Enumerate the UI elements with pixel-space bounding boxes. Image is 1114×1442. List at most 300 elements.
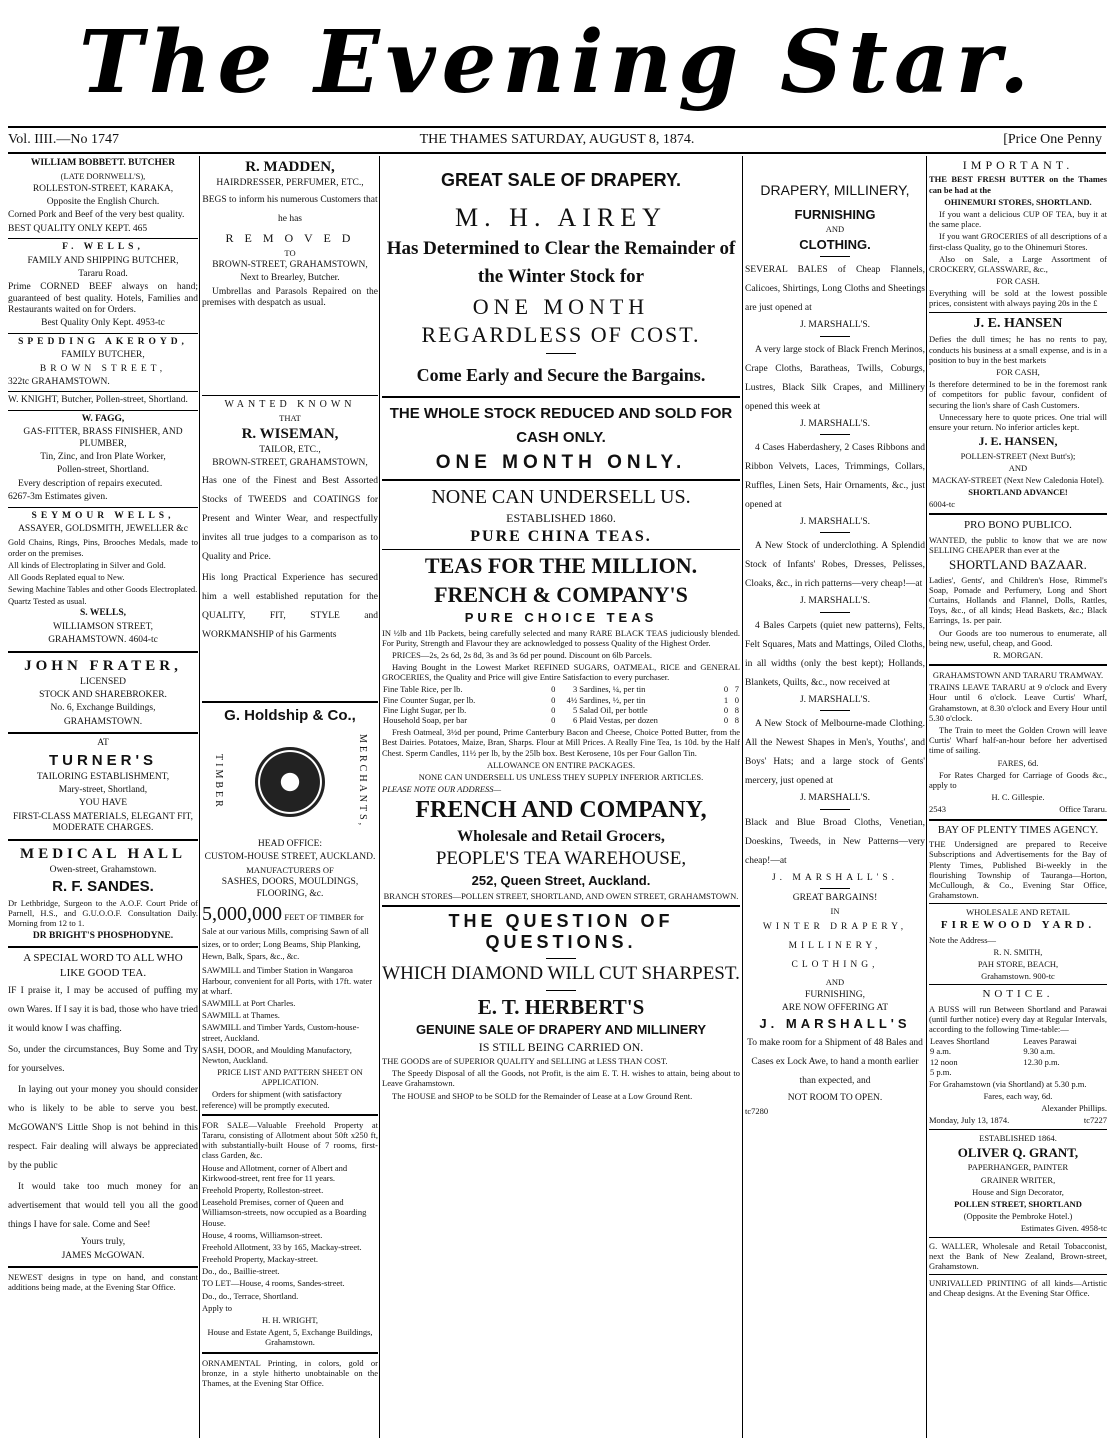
ad-line: TIMBER <box>213 753 224 810</box>
price-cell: 0 <box>551 684 556 695</box>
french-company-ad <box>382 485 740 901</box>
price-table <box>382 684 740 725</box>
wiseman-ad <box>202 399 378 645</box>
ad-body: If you want GROCERIES of all descriptions of a first-class Quality, go to the Ohinemuri Stores. <box>929 231 1107 252</box>
ad-body: To make room for a Shipment of 48 Bales and Cases ex Lock Awe, to hand a month earlier than expected, and <box>747 1038 923 1087</box>
ad-code: 6267-3m <box>8 492 43 503</box>
ad-heading: PURE CHOICE TEAS <box>464 609 658 625</box>
ad-line: R E M O V E D <box>225 231 355 246</box>
price-cell: 0 <box>551 715 556 725</box>
ad-line: AND <box>1008 462 1028 473</box>
price-cell: 8 <box>734 704 739 715</box>
ad-heading: 252, Queen Street, Auckland. <box>471 873 651 889</box>
ad-code: 900-tc <box>1033 971 1055 982</box>
medical-hall-ad <box>8 845 198 942</box>
marshall-line: J. MARSHALL'S. <box>799 516 871 527</box>
marshall-line: J. MARSHALL'S. <box>799 320 871 331</box>
ad-line: FURNISHING, <box>805 989 865 1000</box>
price-row <box>382 695 740 705</box>
ad-body: Do., do., Baillie-street. <box>202 1266 280 1277</box>
ad-body: Orders for shipment (with satisfactory reference) will be promptly executed. <box>202 1089 342 1110</box>
ad-line: GRAINER WRITER, <box>980 1174 1056 1185</box>
column-rule <box>379 156 380 1438</box>
ad-line: PLEASE NOTE OUR ADDRESS— <box>382 784 502 795</box>
price-cell: 4½ <box>566 694 578 705</box>
ad-line: No. 6, Exchange Buildings, <box>50 703 156 714</box>
airey-ad <box>382 170 740 475</box>
ad-line: JAMES McGOWAN. <box>61 1250 145 1261</box>
ad-line: WINTER DRAPERY, MILLINERY, CLOTHING, <box>762 922 908 971</box>
price-cell: Sardines, ½, per tin <box>579 694 646 705</box>
ad-line: ROLLESTON-STREET, KARAKA, <box>32 183 174 194</box>
ad-line: DR BRIGHT'S PHOSPHODYNE. <box>32 930 174 941</box>
ad-heading: FRENCH AND COMPANY, <box>415 797 707 824</box>
ad-body: Prime CORNED BEEF always on hand; guaranteed of best quality. Hotels, Families and Restaurants waited on for Orders. <box>8 282 198 316</box>
ad-line: TAILORING ESTABLISHMENT, <box>36 771 170 782</box>
akeroyd-ad <box>8 337 198 389</box>
timetable-header: Leaves Parawai <box>1023 1036 1077 1047</box>
timetable-cell: 5 p.m. <box>930 1066 952 1077</box>
ad-body: Freehold Property, Mackay-street. <box>202 1254 319 1265</box>
ad-heading: WANTED KNOWN <box>224 398 356 410</box>
ad-line: R. MORGAN. <box>993 649 1043 660</box>
ad-line: Alexander Phillips. <box>1041 1103 1107 1114</box>
ad-heading: FIREWOOD YARD. <box>940 919 1096 932</box>
price-cell: Sardines, ¼, per tin <box>579 684 646 695</box>
ad-line: IN <box>830 906 840 917</box>
ad-body: SEVERAL BALES of Cheap Flannels, Calicoes, Shirtings, Long Cloths and Sheetings are just opened at <box>745 265 925 314</box>
ad-line: WHOLESALE AND RETAIL <box>966 907 1070 918</box>
ad-heading: ONE MONTH ONLY. <box>435 451 687 473</box>
tramway-ad <box>929 670 1107 814</box>
price-cell: 0 <box>734 694 739 705</box>
ad-heading: BAY OF PLENTY TIMES AGENCY. <box>937 824 1099 836</box>
ad-body: House and Allotment, corner of Albert and Kirkwood-street, rent free for 11 years. <box>202 1162 348 1183</box>
ad-line: H. H. WRIGHT, <box>261 1315 319 1326</box>
ad-line: THAT <box>279 412 301 423</box>
ad-line: Best Quality Only Kept. <box>41 318 134 329</box>
column-4 <box>745 156 925 1438</box>
ad-line: (Opposite the Pembroke Hotel.) <box>963 1211 1073 1222</box>
price-cell: 0 <box>551 704 556 715</box>
ad-line: MERCHANTS, <box>357 734 368 829</box>
timetable-header: Leaves Shortland <box>930 1036 990 1047</box>
ad-line: Yours truly, <box>80 1237 126 1248</box>
ad-body: THE GOODS are of SUPERIOR QUALITY and SELLING at LESS THAN COST. <box>382 1056 668 1067</box>
saw-blade-icon <box>255 747 325 817</box>
column-2 <box>202 156 378 1438</box>
ad-body: A very large stock of Black French Merinos, Crape Cloths, Baratheas, Twills, Coburgs, Lustres, Black Silk Crapes, and Millinery opened this week at <box>745 344 925 412</box>
ad-line: FAMILY AND SHIPPING BUTCHER, <box>27 255 179 266</box>
ad-heading: Come Early and Secure the Bargains. <box>416 364 706 385</box>
timetable-cell: 9.30 a.m. <box>1023 1046 1055 1057</box>
ad-body: All kinds of Electroplating in Silver and Gold. <box>8 559 166 570</box>
ad-body: Everything will be sold at the lowest possible prices, consistent with always paying 20s in the £ <box>929 288 1107 309</box>
ad-body: If you want a delicious CUP OF TEA, buy it at the same place. <box>929 208 1107 230</box>
timetable-cell <box>1022 1067 1107 1077</box>
price-row <box>382 705 740 715</box>
seymour-wells-ad <box>8 511 198 647</box>
ad-body: The HOUSE and SHOP to be SOLD for the Remainder of Lease at a Low Ground Rent. <box>392 1090 693 1101</box>
ad-line: SASHES, DOORS, MOULDINGS, FLOORING, &c. <box>221 877 359 899</box>
pro-bono-ad <box>929 519 1107 660</box>
ad-code: 4953-tc <box>135 318 165 329</box>
ad-line: SHORTLAND ADVANCE! <box>968 487 1068 498</box>
ad-line: S. WELLS, <box>79 608 127 619</box>
ad-heading: GREAT SALE OF DRAPERY. <box>440 170 682 190</box>
ad-line: AT <box>97 738 109 749</box>
ad-line: TAILOR, ETC., <box>259 444 321 455</box>
ad-body: Ladies', Gents', and Children's Hose, Rimmel's Soap, Pomade and Perfumery, Long and Short Curtains, Hollands and Flannel, Dolls, Rattles, Toys, &c., of all kinds; Head Baskets, &c.; Black Earrings, 1s. per pair. <box>929 574 1107 626</box>
price-cell: 1 <box>723 694 729 705</box>
waller-ad: G. WALLER, Wholesale and Retail Tobacconist, next the Bank of New Zealand, Brown-street, Grahamstown. <box>929 1240 1107 1271</box>
ad-body: The Train to meet the Golden Crown will leave Curtis' Wharf half-an-hour before her advertised time of sailing. <box>929 725 1107 756</box>
holdship-ad <box>202 707 378 1110</box>
ad-body: His long Practical Experience has secured him a well established reputation for the QUALITY, FIT, STYLE and WORKMANSHIP of his Garments <box>202 572 378 640</box>
ad-heading: THE QUESTION OF QUESTIONS. <box>448 910 674 953</box>
unrivalled-printing-ad: UNRIVALLED PRINTING of all kinds—Artistic and Cheap designs. At the Evening Star Office. <box>929 1278 1107 1299</box>
ad-line: GRAHAMSTOWN. <box>48 635 127 646</box>
ad-heading: TURNER'S <box>48 751 158 769</box>
price-row <box>382 715 740 725</box>
ad-body: Has one of the Finest and Best Assorted Stocks of TWEEDS and COATINGS for Present and Winter Wear, and respectfully invites all true judges to a comparison as to Quality and Price. <box>202 475 378 562</box>
ad-body: Unnecessary here to quote prices. One trial will ensure your return. No inferior articles kept. <box>929 411 1107 432</box>
ad-heading: PRO BONO PUBLICO. <box>964 519 1072 532</box>
ad-line: YOU HAVE <box>78 798 128 809</box>
ad-body: For Grahamstown (via Shortland) at 5.30 p.m. <box>929 1078 1087 1089</box>
ad-body: SAWMILL at Port Charles. <box>202 997 296 1008</box>
marshall-line: J. MARSHALL'S. <box>799 694 871 705</box>
ad-line: Monday, July 13, 1874. <box>929 1115 1010 1126</box>
ad-line: FARES, 6d. <box>997 757 1039 768</box>
bay-of-plenty-ad <box>929 825 1107 901</box>
ad-code: 4958-tc <box>1081 1223 1107 1234</box>
price-cell: 0 <box>723 715 729 725</box>
ad-heading: J. E. HANSEN, <box>978 434 1058 449</box>
madden-ad <box>202 158 378 310</box>
price-cell: Fine Light Sugar, per lb. <box>383 704 467 715</box>
ad-body: SAWMILL at Thames. <box>202 1010 280 1021</box>
ad-body: 4 Bales Carpets (quiet new patterns), Felts, Felt Squares, Mats and Mattings, Oiled Cloths, in all widths (only the best kept); Hollands, Blankets, Quilts, &c., now received at <box>745 620 925 688</box>
volume-number: Vol. IIII.—No 1747 <box>8 132 119 147</box>
newspaper-title: The Evening Star. <box>78 12 1036 113</box>
ad-line: LICENSED <box>80 676 126 687</box>
marshall-line: J. MARSHALL'S. <box>799 596 871 607</box>
ad-heading: ESTABLISHED 1860. <box>506 510 616 525</box>
column-3 <box>382 156 740 1438</box>
ad-body: Dr Lethbridge, Surgeon to the A.O.F. Court Pride of Parnell, H.S., and G.U.O.O.F. Consultation Daily. Morning from 12 to 1. <box>8 897 198 929</box>
ad-line: Opposite the English Church. <box>46 196 160 207</box>
ad-heading: ONE MONTH <box>472 293 650 319</box>
marshall-line: J. MARSHALL'S. <box>799 793 871 804</box>
ad-heading: 5,000,000 <box>202 903 282 926</box>
ad-heading: MEDICAL HALL <box>20 845 186 862</box>
ad-line: BROWN-STREET, GRAHAMSTOWN, <box>212 259 368 270</box>
ad-body: TRAINS LEAVE TARARU at 9 o'clock and Every Hour until 6 o'clock. Leave Curtis' Wharf, Grahamstown, at 8.30 o'clock and Every Hour until 5.30 o'clock. <box>929 682 1107 723</box>
price-cell: Plaid Vestas, per dozen <box>579 715 658 725</box>
dateline <box>8 126 1106 154</box>
ad-line: BROWN-STREET, GRAHAMSTOWN, <box>212 458 368 469</box>
column-1 <box>8 156 198 1438</box>
ad-heading: A SPECIAL WORD TO ALL WHO <box>23 951 183 964</box>
ad-line: R. N. SMITH, <box>993 946 1043 957</box>
ad-body: Having Bought in the Lowest Market REFINED SUGARS, OATMEAL, RICE and GENERAL GROCERIES, the Quality and Price will give Entire Satisfaction to every purchaser. <box>382 662 740 683</box>
ad-code: 4604-tc <box>128 635 158 646</box>
timetable-row <box>929 1067 1107 1077</box>
ad-code: 465 <box>132 223 148 234</box>
price-cell: 0 <box>551 694 556 705</box>
ad-code: 6004-tc <box>929 499 955 510</box>
ad-line: FOR CASH. <box>996 276 1040 287</box>
ad-body: House, 4 rooms, Williamson-street. <box>202 1229 323 1240</box>
ad-heading: LIKE GOOD TEA. <box>59 967 147 980</box>
hansen-ad <box>929 316 1107 510</box>
ad-body: The Speedy Disposal of all the Goods, not Profit, is the aim E. T. H. wishes to attain, being about to Leave Grahamstown. <box>382 1068 740 1089</box>
price-cell: Fine Table Rice, per lb. <box>383 684 463 695</box>
marshall-line: J. MARSHALL'S. <box>771 872 899 883</box>
timetable-cell: 9 a.m. <box>930 1046 952 1057</box>
ad-body: SASH, DOOR, and Moulding Manufactory, Newton, Auckland. <box>202 1044 352 1065</box>
price-cell: 7 <box>734 684 739 695</box>
important-ad <box>929 158 1107 309</box>
ad-body: Every description of repairs executed. <box>18 478 163 489</box>
ad-line: House and Sign Decorator, <box>972 1186 1064 1197</box>
price-cell: 5 <box>573 704 578 715</box>
ad-heading: PEOPLE'S TEA WAREHOUSE, <box>435 848 687 870</box>
ad-line: STOCK AND SHAREBROKER. <box>39 690 167 701</box>
ad-heading: SHORTLAND BAZAAR. <box>949 557 1087 573</box>
ad-heading: GENUINE SALE OF DRAPERY AND MILLINERY <box>415 1022 707 1038</box>
ad-body: SAWMILL and Timber Station in Wangaroa Harbour, convenient for all Ports, with 17ft. water at wharf. <box>202 965 373 996</box>
ad-heading: REGARDLESS OF COST. <box>421 322 701 348</box>
ad-body: Do., do., Terrace, Shortland. <box>202 1290 299 1301</box>
turner-ad <box>8 738 198 834</box>
ad-heading: JOHN FRATER, <box>24 657 182 674</box>
ad-line: CUSTOM-HOUSE STREET, AUCKLAND. <box>204 851 376 862</box>
ad-body: WANTED, the public to know that we are now SELLING CHEAPER than ever at the <box>929 534 1107 555</box>
ad-heading: R. WISEMAN, <box>241 425 339 442</box>
ad-body: So, under the circumstances, Buy Some and Try for yourselves. <box>8 1045 198 1075</box>
ad-line: HEAD OFFICE: <box>257 838 323 849</box>
ad-line: PRICE LIST AND PATTERN SHEET ON APPLICATION. <box>217 1067 363 1088</box>
ad-line: Pollen-street, Shortland. <box>56 465 150 476</box>
ad-line: POLLEN STREET, SHORTLAND <box>954 1198 1082 1209</box>
price-cell: 8 <box>734 715 739 725</box>
newest-designs-ad: NEWEST designs in type on hand, and constant additions being made, at the Evening Star Office. <box>8 1272 198 1293</box>
ad-line: BRANCH STORES—POLLEN STREET, SHORTLAND, AND OWEN STREET, GRAHAMSTOWN. <box>383 890 739 901</box>
ad-heading: W. FAGG, <box>81 413 125 424</box>
mcgowan-ad <box>8 952 198 1262</box>
fagg-ad <box>8 414 198 504</box>
wells-ad <box>8 242 198 330</box>
knight-ad: W. KNIGHT, Butcher, Pollen-street, Shortland. <box>8 395 188 406</box>
ad-body: IF I praise it, I may be accused of puffing my own Wares. If I say it is bad, those who have tried it would know I was chaffing. <box>8 986 198 1035</box>
frater-ad <box>8 657 198 729</box>
ad-body: A BUSS will run Between Shortland and Parawai (until further notice) every day at Regular Intervals, according to the following Time-table:— <box>929 1003 1107 1034</box>
timetable-cell: 12.30 p.m. <box>1023 1056 1060 1067</box>
ad-body: PRICES—2s, 2s 6d, 2s 8d, 3s and 3s 6d per pound. Discount on 6lb Parcels. <box>392 649 652 660</box>
ad-line: ALLOWANCE ON ENTIRE PACKAGES. <box>487 759 635 770</box>
ad-heading: M. H. AIREY <box>455 202 667 232</box>
ad-body: THE Undersigned are prepared to Receive Subscriptions and Advertisements for the Bay of Plenty Times, Published Bi-weekly in the flourishing Township of Tauranga—Horton, McCullough, & Co., Evening Star Office, Grahamstown. <box>929 839 1107 901</box>
timetable-row <box>929 1057 1107 1067</box>
ad-body: SAWMILL and Timber Yards, Custom-house-street, Auckland. <box>202 1022 360 1043</box>
ad-line: MACKAY-STREET (Next New Caledonia Hotel). <box>931 474 1105 485</box>
ad-line: NONE CAN UNDERSELL US UNLESS THEY SUPPLY INFERIOR ARTICLES. <box>418 771 704 782</box>
ad-body: Sewing Machine Tables and other Goods Electroplated. <box>8 584 198 595</box>
ad-body: Umbrellas and Parasols Repaired on the premises with despatch as usual. <box>202 286 378 309</box>
ad-line: FOR CASH, <box>996 367 1040 377</box>
herbert-ad <box>382 911 740 1101</box>
ad-body: In laying out your money you should consider who is likely to be able to serve you best. McGOWAN'S Little Shop is not behind in this respect. Fair dealing will always be appreciated by the public <box>8 1085 198 1172</box>
ad-line: Note the Address— <box>929 934 997 945</box>
timetable <box>929 1036 1107 1077</box>
ad-body: Gold Chains, Rings, Pins, Brooches Medals, made to order on the premises. <box>8 537 198 558</box>
price-cell: Salad Oil, per bottle <box>579 704 648 715</box>
marshall-line: J. MARSHALL'S. <box>799 418 871 429</box>
ad-line: Owen-street, Grahamstown. <box>49 864 157 875</box>
ad-line: PAH STORE, BEACH, <box>977 959 1059 970</box>
ad-heading: R. MADDEN, <box>245 159 335 175</box>
ad-line: Tararu Road. <box>78 268 128 279</box>
ad-line: House and Estate Agent, 5, Exchange Buildings, Grahamstown. <box>207 1327 373 1348</box>
masthead <box>0 0 1114 126</box>
ad-line: GRAHAMSTOWN. <box>31 377 110 388</box>
price-row <box>382 684 740 694</box>
ad-line: Apply to <box>202 1302 232 1313</box>
grant-ad <box>929 1133 1107 1234</box>
ad-heading: J. E. HANSEN <box>973 315 1063 331</box>
price: [Price One Penny <box>1003 132 1102 147</box>
for-sale-ad <box>202 1120 378 1348</box>
ad-line: POLLEN-STREET (Next Butt's); <box>960 450 1076 461</box>
bobbett-ad <box>8 158 198 235</box>
ad-heading: IMPORTANT. <box>962 158 1074 172</box>
ad-heading: PURE CHINA TEAS. <box>470 527 652 545</box>
ad-heading: DRAPERY, MILLINERY, <box>760 182 910 198</box>
ad-body: BEGS to inform his numerous Customers that he has <box>202 195 378 225</box>
ad-line: OHINEMURI STORES, SHORTLAND. <box>944 196 1092 207</box>
ad-line: GAS-FITTER, BRASS FINISHER, AND PLUMBER, <box>23 427 183 449</box>
ad-body: Freehold Allotment, 33 by 165, Mackay-street. <box>202 1241 362 1252</box>
ad-line: TO <box>284 247 296 258</box>
ornamental-printing-ad: ORNAMENTAL Printing, in colors, gold or bronze, in a style hitherto unobtainable on the Thames, at the Evening Star Office. <box>202 1357 378 1388</box>
ad-body: THE BEST FRESH BUTTER on the Thames can be had at the <box>929 174 1107 195</box>
ad-line: ARE NOW OFFERING AT <box>781 1003 889 1014</box>
ad-heading: FURNISHING <box>794 206 876 222</box>
ad-body: Is therefore determined to be in the foremost rank of competitors for public favour, confident of securing the lion's share of Cash Customers. <box>929 379 1107 410</box>
ad-line: Estimates Given. <box>1020 1223 1079 1234</box>
ad-line: Grahamstown. <box>981 971 1031 982</box>
ad-heading: J. MARSHALL'S <box>759 1016 911 1032</box>
ad-line: BEST QUALITY ONLY KEPT. <box>8 223 131 234</box>
ad-body: Fresh Oatmeal, 3½d per pound, Prime Canterbury Bacon and Cheese, Choice Potted Butter, from the Best Dairies. Potatoes, Maize, Bran, Sharps. Flour at Mill Prices. A Really Fine Tea, 1s 10d. by the Half Chest. Sperm Candles, 11½ per lb, by the 25lb box. Best Kerosene, 10s per Four Gallon Tin. <box>382 727 740 758</box>
timetable-row <box>929 1046 1107 1056</box>
ad-body: FEET OF TIMBER for Sale at our various Mills, comprising Sawn of all sizes, or to order; Long Beams, Ship Planking, Hewn, Balk, Spars, &c., &c. <box>202 912 369 962</box>
ad-heading: IS STILL BEING CARRIED ON. <box>478 1039 644 1054</box>
ad-heading: FRENCH & COMPANY'S <box>434 581 688 607</box>
ad-heading: CLOTHING. <box>799 236 871 252</box>
ad-body: Freehold Property, Rolleston-street. <box>202 1184 324 1195</box>
ad-body: 4 Cases Haberdashery, 2 Cases Ribbons and Ribbon Velvets, Laces, Trimmings, Collars, Ruffles, Linen Sets, Hair Ornaments, &c., just opened at <box>745 442 925 510</box>
ad-line: PAPERHANGER, PAINTER <box>967 1162 1069 1173</box>
ad-heading: WHICH DIAMOND WILL CUT SHARPEST. <box>382 963 740 985</box>
ad-line: Mary-street, Shortland, <box>58 784 148 795</box>
ad-code: 322tc <box>8 377 30 388</box>
column-rule <box>199 156 200 1438</box>
ad-line: (LATE DORNWELL'S), <box>60 171 146 182</box>
price-cell: 0 <box>723 684 729 695</box>
ad-body: IN ½lb and 1lb Packets, being carefully selected and many RARE BLACK TEAS judiciously blended. For Purity, Strength and Flavour they are acknowledged to possess Quality of the Highest Order. <box>382 627 740 648</box>
ad-body: Also on Sale, a Large Assortment of CROCKERY, GLASSWARE, &c., <box>929 253 1107 274</box>
ad-heading: THE WHOLE STOCK REDUCED AND SOLD FOR CASH ONLY. <box>389 404 733 446</box>
ad-heading: R. F. SANDES. <box>52 877 154 895</box>
ad-code: 2543 <box>929 804 946 815</box>
ad-line: MANUFACTURERS OF <box>246 865 334 876</box>
ad-line: Estimates given. <box>44 492 108 503</box>
ad-body: Quartz Tested as usual. <box>8 596 87 607</box>
ad-line: Fares, each way, 6d. <box>983 1091 1053 1102</box>
ad-line: ASSAYER, GOLDSMITH, JEWELLER &c <box>18 523 188 534</box>
ad-heading: OLIVER Q. GRANT, <box>957 1144 1079 1160</box>
ad-heading: NOTICE. <box>982 988 1054 1001</box>
ad-line: Tin, Zinc, and Iron Plate Worker, <box>40 452 166 462</box>
ad-heading: NONE CAN UNDERSELL US. <box>431 485 691 508</box>
ad-line: GREAT BARGAINS! <box>792 892 878 903</box>
column-rule <box>742 156 743 1438</box>
price-cell: Fine Counter Sugar, per lb. <box>383 694 476 705</box>
notice-ad <box>929 988 1107 1125</box>
ad-body: TO LET—House, 4 rooms, Sandes-street. <box>202 1278 345 1289</box>
ad-heading: SPEDDING AKEROYD, <box>18 336 188 347</box>
ad-line: HAIRDRESSER, PERFUMER, ETC., <box>216 178 364 188</box>
ad-line: FIRST-CLASS MATERIALS, ELEGANT FIT, MODERATE CHARGES. <box>12 811 194 834</box>
ad-line: ESTABLISHED 1864. <box>979 1132 1057 1143</box>
column-rule <box>926 156 927 1438</box>
ad-line: FAMILY BUTCHER, <box>61 350 145 361</box>
ad-line: GRAHAMSTOWN. <box>63 716 143 727</box>
timetable-cell: 12 noon <box>930 1056 958 1067</box>
ad-line: AND <box>825 977 845 988</box>
ad-body: FOR SALE—Valuable Freehold Property at Tararu, consisting of Allotment about 50ft x250 ft, with substantially-built House of 7 rooms, first-class Garden, &c. <box>202 1119 378 1161</box>
ad-body: It would take too much money for an advertisement that would tell you all the good things I have for sale. Come and See! <box>8 1182 198 1231</box>
ad-body: All Goods Replated equal to New. <box>8 571 125 582</box>
ad-line: Next to Brearley, Butcher. <box>240 273 340 284</box>
place-date: THE THAMES SATURDAY, AUGUST 8, 1874. <box>419 132 695 147</box>
ad-body: Our Goods are too numerous to enumerate, all being new, useful, cheap, and Good. <box>929 627 1107 648</box>
firewood-ad <box>929 907 1107 981</box>
ad-line: H. C. Gillespie. <box>991 792 1045 803</box>
price-cell: 6 <box>573 715 578 725</box>
price-cell: 3 <box>573 684 578 695</box>
column-5 <box>929 156 1107 1438</box>
ad-heading: Wholesale and Retail Grocers, <box>457 828 665 846</box>
ad-code: tc7227 <box>1083 1115 1107 1126</box>
ad-heading: F. WELLS, <box>62 242 144 253</box>
ad-heading: Has Determined to Clear the Remainder of the Winter Stock for <box>386 237 736 288</box>
ad-body: Defies the dull times; he has no rents to pay, conducts his business at a small expense, and is in a position to buy in the best markets <box>929 334 1107 365</box>
ad-body: A New Stock of Melbourne-made Clothing. All the Newest Shapes in Men's, Youths', and Boys' Hats; and a large stock of Gents' mercery, just opened at <box>745 719 925 787</box>
ad-heading: E. T. HERBERT'S <box>477 994 645 1019</box>
ad-heading: G. Holdship & Co., <box>224 706 356 724</box>
ad-line: WILLIAMSON STREET, <box>52 621 154 632</box>
ad-code: tc7280 <box>745 1106 769 1117</box>
ad-heading: SEYMOUR WELLS, <box>31 510 175 521</box>
ad-line: AND <box>825 224 845 235</box>
ad-line: BROWN STREET, <box>39 363 167 374</box>
ad-body: Black and Blue Broad Cloths, Venetian, Doeskins, Tweeds, in New Patterns—very cheap!—at <box>745 817 925 866</box>
ad-body: Corned Pork and Beef of the very best quality. <box>8 210 185 221</box>
